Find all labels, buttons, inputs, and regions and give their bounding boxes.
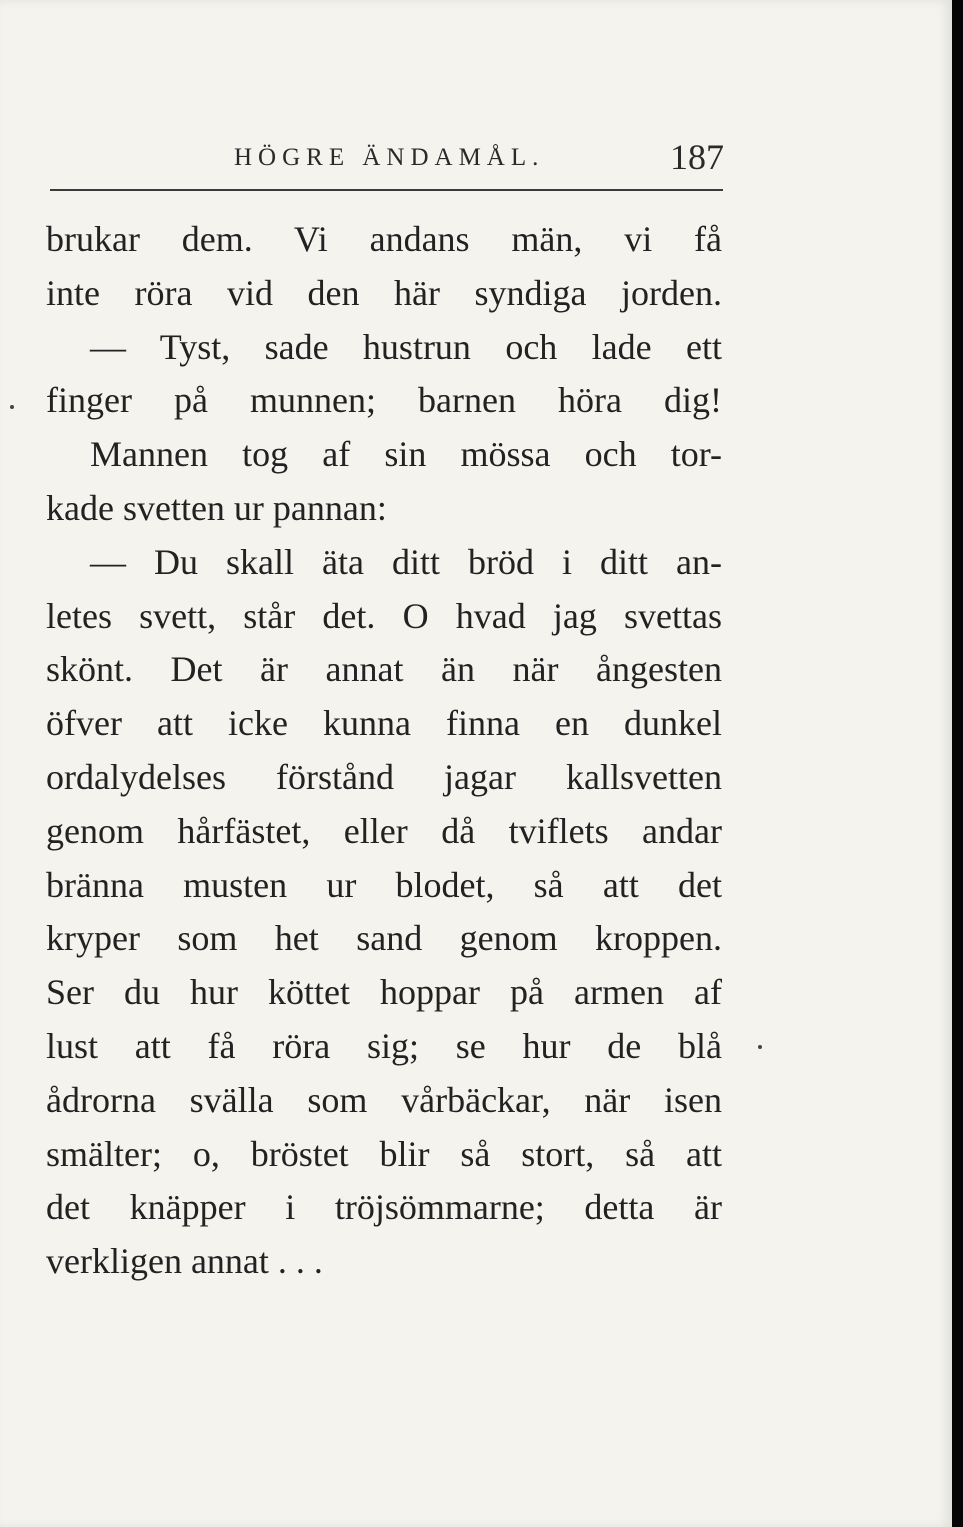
text-line: brukar dem. Vi andans män, vi få bbox=[46, 219, 722, 259]
page-number: 187 bbox=[670, 137, 724, 177]
text-line: det knäpper i tröjsömmarne; detta är bbox=[46, 1187, 722, 1228]
text-line: kade svetten ur pannan: bbox=[46, 487, 387, 528]
text-line: skönt. Det är annat än när ångesten bbox=[46, 649, 722, 690]
text-line: bränna musten ur blodet, så att det bbox=[46, 864, 722, 905]
text-line: letes svett, står det. O hvad jag svettas bbox=[46, 595, 722, 636]
text-line: finger på munnen; barnen höra dig! bbox=[46, 380, 722, 421]
text-line: lust att få röra sig; se hur de blå bbox=[46, 1025, 722, 1066]
body-text bbox=[46, 213, 722, 1289]
text-line: Ser du hur köttet hoppar på armen af bbox=[46, 972, 722, 1013]
text-line: smälter; o, bröstet blir så stort, så att bbox=[46, 1133, 722, 1174]
page-header bbox=[48, 137, 724, 180]
text-line: ådrorna svälla som vårbäckar, när isen bbox=[46, 1079, 722, 1120]
running-head: HÖGRE ÄNDAMÅL. bbox=[234, 144, 545, 171]
text-line: — Tyst, sade hustrun och lade ett bbox=[90, 326, 722, 367]
margin-speck bbox=[10, 405, 14, 409]
text-line: öfver att icke kunna finna en dunkel bbox=[46, 703, 722, 744]
text-line: Mannen tog af sin mössa och tor- bbox=[90, 434, 722, 475]
text-line: — Du skall äta ditt bröd i ditt an- bbox=[90, 541, 722, 582]
text-line: genom hårfästet, eller då tviflets andar bbox=[46, 810, 722, 851]
margin-speck bbox=[758, 1045, 762, 1049]
text-line: verkligen annat . . . bbox=[46, 1241, 323, 1282]
text-line: kryper som het sand genom kroppen. bbox=[46, 918, 722, 959]
text-line: ordalydelses förstånd jagar kallsvetten bbox=[46, 756, 722, 797]
text-line: inte röra vid den här syndiga jorden. bbox=[46, 272, 722, 313]
header-rule bbox=[50, 189, 723, 191]
